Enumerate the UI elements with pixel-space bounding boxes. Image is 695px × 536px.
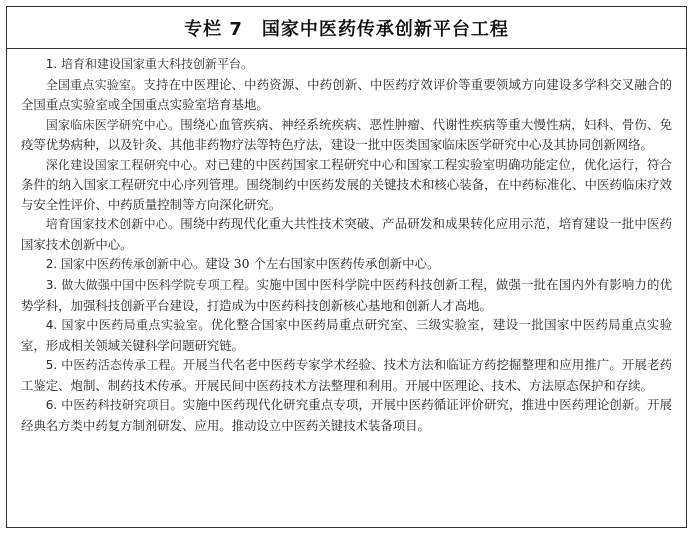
paragraph-heading: 培育国家技术创新中心。: [45, 217, 181, 232]
title-row: [7, 7, 686, 49]
paragraph: [21, 355, 672, 395]
paragraph-heading: 4. 国家中医药局重点实验室。: [45, 318, 211, 333]
paragraph-body: 对已建的中医药国家工程研究中心和国家工程实验室明确功能定位，优化运行，符合条件的纳入国家工程研究中心序列管理。围绕制约中医药发展的关键技术和核心装备，在中药标准化、中医药临床疗效与安全性评价、中药质量控制等方向深化研究。: [21, 156, 672, 212]
paragraph: [21, 54, 672, 75]
paragraph-heading: 2. 国家中医药传承创新中心。: [45, 257, 206, 272]
paragraph-body: 实施中国中医科学院中医药科技创新工程，做强一批在国内外有影响力的优势学科，加强科技创新平台建设，打造成为中医药科技创新核心基地和创新人才高地。: [21, 277, 673, 313]
paragraph-heading: 1. 培育和建设国家重大科技创新平台。: [45, 57, 254, 71]
paragraph-body: 实施中医药现代化研究重点专项，开展中医药循证评价研究，推进中医药理论创新。开展经典名方类中药复方制剂研发、应用。推动设立中医药关键技术装备项目。: [21, 397, 673, 433]
paragraph-body: 围绕心血管疾病、神经系统疾病、恶性肿瘤、代谢性疾病等重大慢性病，妇科、骨伤、免疫等优势病种，以及针灸、其他非药物疗法等特色疗法，建设一批中医类国家临床医学研究中心及其协同创新网络。: [21, 116, 672, 153]
paragraph-body: 开展当代名老中医药专家学术经验、技术方法和临证方药挖掘整理和应用推广。开展老药工鉴定、炮制、制药技术传承。开展民间中医药技术方法整理和利用。开展中医理论、技术、方法原态保护和存续。: [21, 357, 673, 393]
paragraph-heading: 5. 中医药活态传承工程。: [45, 358, 183, 373]
paragraph: [21, 275, 672, 315]
column-title: 专栏 7 国家中医药传承创新平台工程: [184, 18, 509, 40]
paragraph: [21, 395, 672, 435]
paragraph-heading: 深化建设国家工程研究中心。: [45, 157, 205, 172]
paragraph-body: 建设 30 个左右国家中医药传承创新中心。: [205, 256, 440, 272]
paragraph-heading: 3. 做大做强中国中医科学院专项工程。: [45, 278, 257, 293]
paragraph-heading: 全国重点实验室。: [45, 77, 144, 92]
column-box: [6, 6, 687, 528]
paragraph-body: 优化整合国家中医药局重点研究室、三级实验室，建设一批国家中医药局重点实验室，形成相关领域关键科学问题研究链。: [21, 317, 673, 353]
column-content: [7, 49, 686, 435]
paragraph: [21, 214, 672, 254]
paragraph: [21, 315, 672, 355]
paragraph-heading: 国家临床医学研究中心。: [45, 117, 181, 132]
paragraph: [21, 155, 672, 215]
paragraph: [21, 115, 672, 155]
paragraph-body: 支持在中医理论、中药资源、中药创新、中医药疗效评价等重要领域方向建设多学科交叉融合的全国重点实验室或全国重点实验室培育基地。: [21, 76, 672, 113]
paragraph: [21, 75, 672, 115]
paragraph-heading: 6. 中医药科技研究项目。: [45, 398, 183, 413]
paragraph-body: 围绕中药现代化重大共性技术突破、产品研发和成果转化应用示范，培育建设一批中医药国家技术创新中心。: [21, 216, 672, 252]
paragraph: [21, 254, 672, 275]
